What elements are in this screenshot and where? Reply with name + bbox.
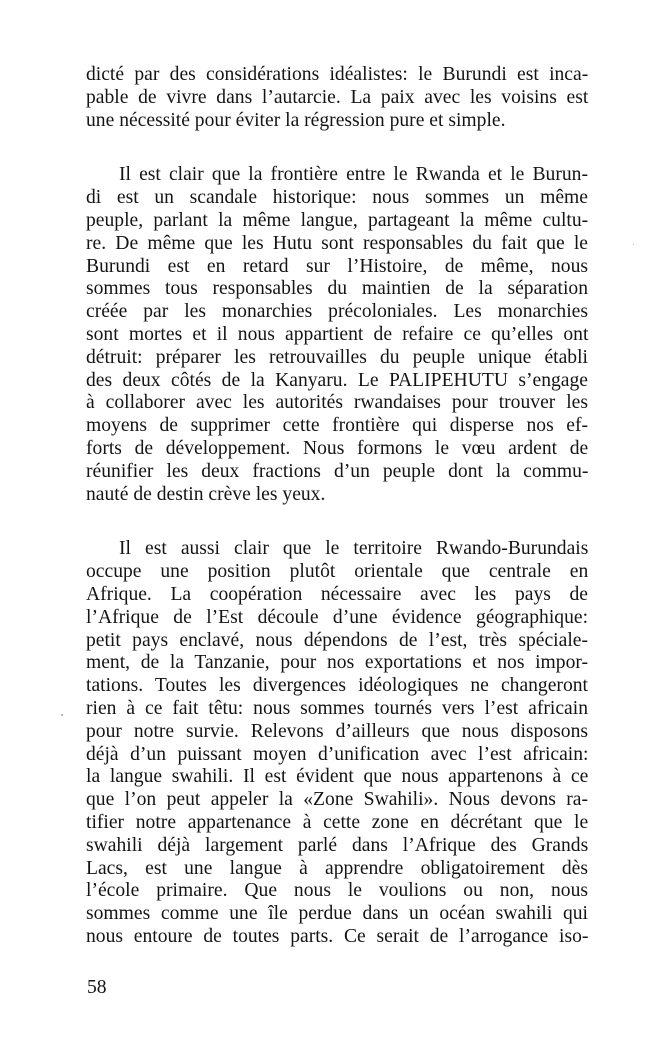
text-line: une nécessité pour éviter la régression pure et simple. bbox=[86, 109, 506, 131]
scan-speck bbox=[633, 244, 634, 245]
paragraph-1 bbox=[86, 64, 588, 132]
text-line: dicté par des considérations idéalistes: le Burundi est inca- bbox=[86, 64, 589, 85]
text-line: sommes tous responsables du maintien de la séparation bbox=[86, 278, 588, 300]
text-line: Il est aussi clair que le territoire Rwando-Burundais bbox=[119, 538, 589, 560]
text-line: déjà d’un puissant moyen d’unification avec l’est africain: bbox=[86, 743, 589, 765]
text-line: occupe une position plutôt orientale que centrale en bbox=[86, 561, 589, 583]
text-line: forts de développement. Nous formons le vœu ardent de bbox=[86, 437, 589, 459]
text-line: pable de vivre dans l’autarcie. La paix avec les voisins est bbox=[86, 86, 589, 108]
text-line: détruit: préparer les retrouvailles du peuple unique établi bbox=[86, 346, 588, 368]
text-line: re. De même que les Hutu sont responsables du fait que le bbox=[86, 232, 588, 254]
text-line: nauté de destin crève les yeux. bbox=[86, 483, 326, 505]
text-line: tifier notre appartenance à cette zone en décrétant que le bbox=[86, 811, 589, 833]
text-line: peuple, parlant la même langue, partageant la même cultu- bbox=[86, 209, 589, 231]
text-line: à collaborer avec les autorités rwandaises pour trouver les bbox=[86, 392, 588, 414]
text-line: des deux côtés de la Kanyaru. Le PALIPEHUTU s’engage bbox=[86, 369, 588, 391]
text-line: ment, de la Tanzanie, pour nos exportations et nos impor- bbox=[86, 652, 589, 674]
text-line: l’école primaire. Que nous le voulions ou non, nous bbox=[86, 880, 588, 902]
text-line: sommes comme une île perdue dans un océan swahili qui bbox=[86, 903, 588, 925]
text-line: Burundi est en retard sur l’Histoire, de même, nous bbox=[86, 255, 588, 277]
text-line: pour notre survie. Relevons d’ailleurs que nous disposons bbox=[86, 720, 588, 742]
text-line: Il est clair que la frontière entre le Rwanda et le Burun- bbox=[119, 164, 588, 186]
scan-speck bbox=[61, 714, 63, 716]
paragraph-3 bbox=[86, 538, 588, 948]
text-line: Afrique. La coopération nécessaire avec les pays de bbox=[86, 583, 588, 605]
text-line: que l’on peut appeler la «Zone Swahili». Nous devons ra- bbox=[86, 789, 588, 811]
text-line: tations. Toutes les divergences idéologiques ne changeront bbox=[86, 675, 588, 697]
text-line: swahili déjà largement parlé dans l’Afrique des Grands bbox=[86, 834, 589, 856]
text-line: moyens de supprimer cette frontière qui disperse nos ef- bbox=[86, 415, 588, 437]
text-line: l’Afrique de l’Est découle d’une évidence géographique: bbox=[86, 606, 589, 628]
paragraph-2 bbox=[86, 164, 588, 506]
text-line: sont mortes et il nous appartient de refaire ce qu’elles ont bbox=[86, 323, 589, 345]
text-line: réunifier les deux fractions d’un peuple dont la commu- bbox=[86, 460, 589, 482]
text-line: Lacs, est une langue à apprendre obligatoirement dès bbox=[86, 857, 588, 879]
text-line: petit pays enclavé, nous dépendons de l’est, très spéciale- bbox=[86, 629, 588, 651]
page-body bbox=[86, 64, 588, 949]
text-line: la langue swahili. Il est évident que nous appartenons à ce bbox=[86, 766, 589, 788]
text-line: di est un scandale historique: nous sommes un même bbox=[86, 187, 588, 209]
page-number: 58 bbox=[87, 977, 107, 998]
text-line: créée par les monarchies précoloniales. Les monarchies bbox=[86, 301, 588, 323]
text-line: rien à ce fait têtu: nous sommes tournés vers l’est africain bbox=[86, 697, 588, 719]
text-line: nous entoure de toutes parts. Ce serait de l’arrogance iso- bbox=[86, 925, 589, 947]
